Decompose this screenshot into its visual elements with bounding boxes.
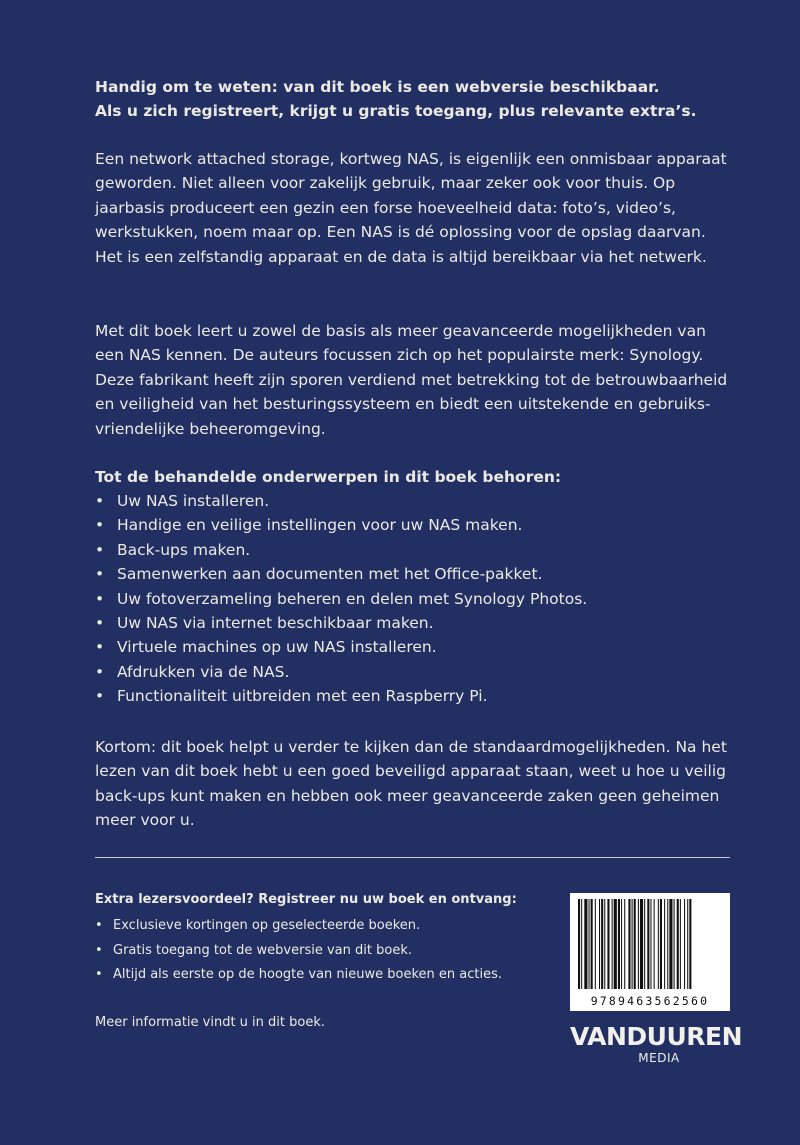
barcode-bar — [658, 899, 659, 989]
list-item: • Functionaliteit uitbreiden met een Raspberry Pi. — [95, 684, 587, 708]
barcode-bar — [595, 899, 596, 989]
barcode-bar — [614, 899, 617, 989]
barcode-bar — [660, 899, 662, 989]
intro-line-1: Handig om te weten: van dit boek is een webversie beschikbaar. — [95, 78, 660, 96]
list-item: • Uw NAS via internet beschikbaar maken. — [95, 611, 587, 635]
more-info-text: Meer informatie vindt u in dit boek. — [95, 1015, 325, 1030]
list-item: • Afdrukken via de NAS. — [95, 660, 587, 684]
list-item: • Gratis toegang tot de webversie van dit boek. — [95, 939, 502, 964]
list-item: • Altijd als eerste op de hoogte van nieuwe boeken en acties. — [95, 963, 502, 988]
barcode-bar — [638, 899, 639, 989]
barcode-bar — [640, 899, 643, 989]
barcode-bar — [680, 899, 681, 989]
list-item: • Virtuele machines op uw NAS installeren. — [95, 635, 587, 659]
barcode-bar — [607, 899, 609, 989]
paragraph-nas-intro: Een network attached storage, kortweg NAS, is eigenlijk een onmisbaar apparaat geworden. Niet alleen voor zakelijk gebruik, maar zeker ook voor thuis. Op jaarbasis produceert een gezin een forse hoeveelheid data: foto’s, video’s, werkstukken, noem maar op. Een NAS is dé oplossing voor de opslag daarvan. Het is een zelfstandig apparaat en de data is altijd bereikbaar via het netwerk. — [95, 150, 727, 266]
paragraph-conclusion: Kortom: dit boek helpt u verder te kijken dan de standaardmogelijkheden. Na het lezen van dit boek hebt u een goed beveiligd apparaat staan, weet u hoe u veilig back-ups kunt maken en hebben ook meer geavanceerde zaken geen geheimen meer voor u. — [95, 738, 727, 830]
barcode-bar — [647, 899, 649, 989]
barcode-bar — [621, 899, 622, 989]
barcode-bars — [576, 899, 724, 991]
barcode-bar — [599, 899, 600, 989]
barcode-bar — [624, 899, 625, 989]
barcode-bar — [591, 899, 593, 989]
barcode-bar — [612, 899, 613, 989]
barcode-bar — [677, 899, 679, 989]
barcode-bar — [578, 899, 580, 989]
barcode-bar — [654, 899, 655, 989]
topics-list — [95, 489, 587, 709]
list-item: • Uw NAS installeren. — [95, 489, 587, 513]
barcode-bar — [628, 899, 630, 989]
extra-benefits-list — [95, 914, 502, 988]
barcode-bar — [618, 899, 620, 989]
barcode-bar — [601, 899, 603, 989]
publisher-sub: MEDIA — [638, 1051, 680, 1065]
intro-text — [95, 75, 735, 123]
barcode-bar — [689, 899, 691, 989]
list-item: • Samenwerken aan documenten met het Office-pakket. — [95, 562, 587, 586]
publisher-name: VANDUUREN — [570, 1022, 743, 1051]
publisher-logo — [570, 1022, 743, 1065]
barcode-bar — [674, 899, 675, 989]
barcode-bar — [664, 899, 665, 989]
barcode-bar — [581, 899, 582, 989]
divider — [95, 857, 730, 858]
topics-heading: Tot de behandelde onderwerpen in dit boek behoren: — [95, 468, 562, 486]
barcode-bar — [632, 899, 633, 989]
intro-line-2: Als u zich registreert, krijgt u gratis toegang, plus relevante extra’s. — [95, 102, 697, 120]
list-item: • Handige en veilige instellingen voor uw NAS maken. — [95, 513, 587, 537]
barcode-bar — [584, 899, 587, 989]
barcode-bar — [634, 899, 636, 989]
barcode-bar — [684, 899, 685, 989]
barcode-bar — [667, 899, 668, 989]
barcode-bar — [604, 899, 605, 989]
barcode-bar — [589, 899, 590, 989]
isbn-barcode — [570, 893, 730, 1011]
barcode-bar — [687, 899, 688, 989]
barcode-bar — [669, 899, 672, 989]
barcode-bar — [650, 899, 651, 989]
list-item: • Exclusieve kortingen op geselecteerde boeken. — [95, 914, 502, 939]
list-item: • Back-ups maken. — [95, 538, 587, 562]
extra-heading: Extra lezersvoordeel? Registreer nu uw boek en ontvang: — [95, 892, 517, 907]
barcode-digits: 9789463562560 — [590, 994, 710, 1008]
paragraph-book-intro: Met dit boek leert u zowel de basis als meer geavanceerde mogelijkheden van een NAS kennen. De auteurs focussen zich op het populairste merk: Synology. Deze fabrikant heeft zijn sporen verdiend met betrekking tot de betrouwbaarheid en veiligheid van het besturingssysteem en biedt een uitstekende en gebruiks-vriendelijke beheeromgeving. — [95, 322, 728, 438]
list-item: • Uw fotoverzameling beheren en delen met Synology Photos. — [95, 587, 587, 611]
barcode-bar — [644, 899, 645, 989]
